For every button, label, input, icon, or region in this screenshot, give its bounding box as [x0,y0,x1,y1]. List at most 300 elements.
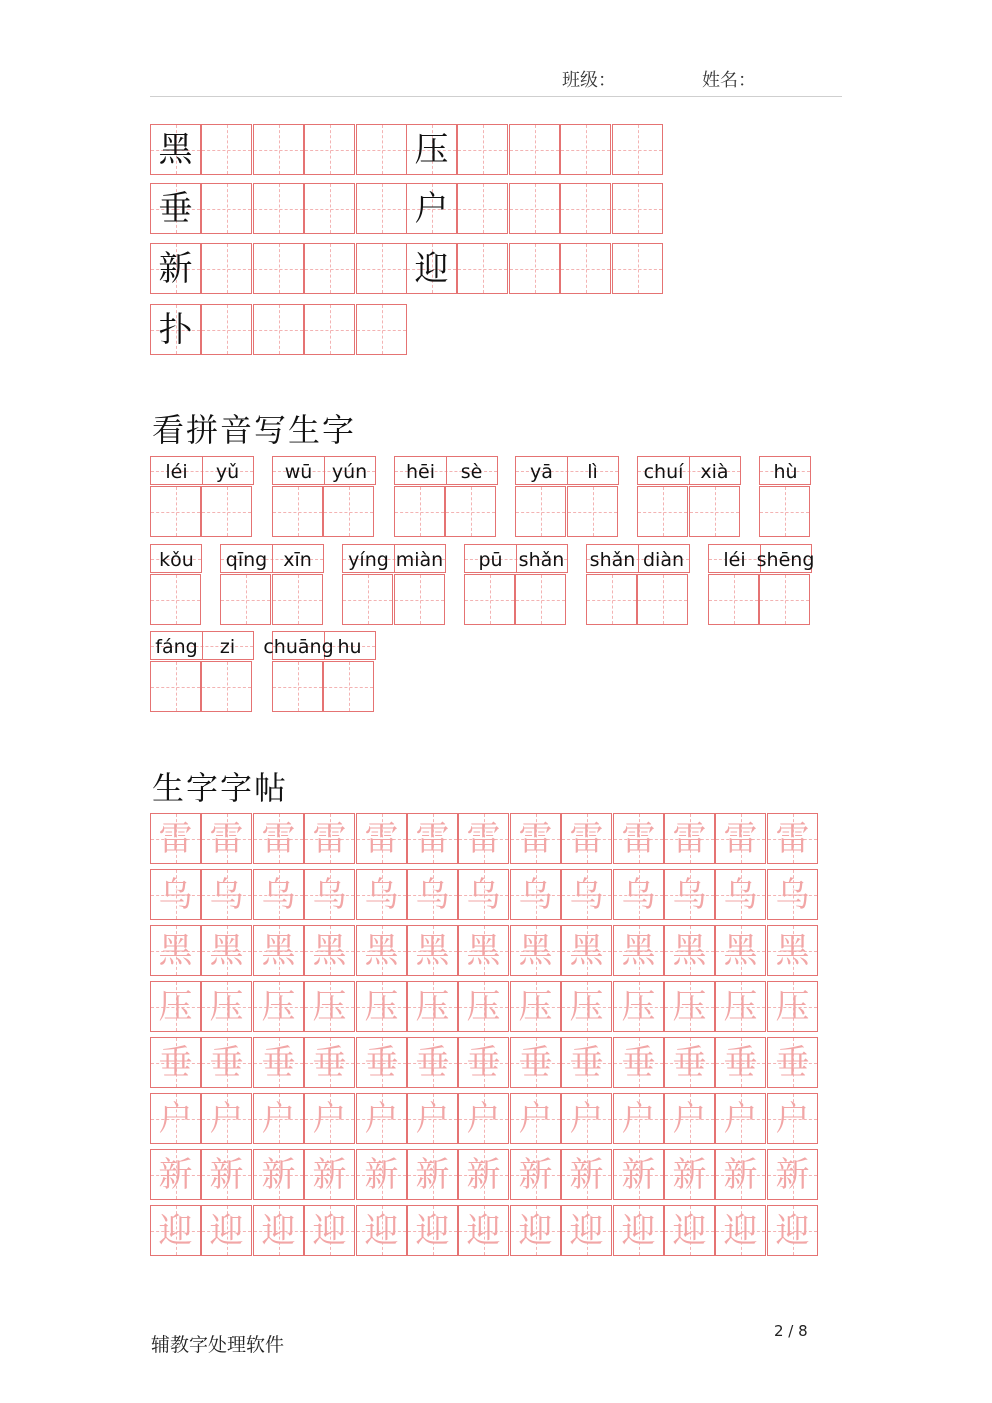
pinyin-strip [586,544,690,573]
pinyin-syllable: diàn [642,548,685,571]
trace-character: 迎 [415,1210,450,1251]
copybook-trace-cell [304,981,355,1032]
pinyin-strip [515,456,619,485]
pinyin-answer-cell [515,574,566,625]
pinyin-syllable: sè [460,460,483,483]
trace-character: 户 [775,1098,810,1139]
trace-character: 新 [364,1154,399,1195]
trace-character: 迎 [621,1210,656,1251]
copybook-trace-cell [561,813,612,864]
copybook-trace-cell [664,925,715,976]
copybook-trace-cell [664,1149,715,1200]
copybook-trace-cell [715,1093,766,1144]
pinyin-syllable: lì [587,460,598,483]
trace-character: 新 [569,1154,604,1195]
trace-character: 压 [209,986,244,1027]
pinyin-syllable: chuí [643,460,684,483]
trace-character: 乌 [261,874,296,915]
pinyin-strip [272,456,376,485]
trace-character: 迎 [723,1210,758,1251]
copybook-trace-cell [767,1205,818,1256]
pinyin-syllable: hu [337,635,362,658]
copybook-trace-cell [664,1205,715,1256]
copybook-trace-cell [664,813,715,864]
trace-character: 垂 [158,1042,193,1083]
copybook-trace-cell [253,1093,304,1144]
copy-row-blank-cell [356,304,407,355]
trace-character: 乌 [723,874,758,915]
trace-character: 迎 [209,1210,244,1251]
pinyin-answer-cell [394,574,445,625]
pinyin-syllable: shǎn [589,548,636,571]
model-character: 压 [414,129,449,170]
pinyin-answer-cell [637,486,688,537]
trace-character: 户 [312,1098,347,1139]
pinyin-syllable: zi [219,635,236,658]
copybook-section-title: 生字字帖 [152,769,289,807]
copybook-trace-cell [304,869,355,920]
trace-character: 迎 [518,1210,553,1251]
trace-character: 乌 [364,874,399,915]
pinyin-answer-cell [394,486,445,537]
copy-row-model-cell [150,304,201,355]
class-label: 班级： [562,70,616,91]
copybook-trace-cell [561,1205,612,1256]
trace-character: 户 [364,1098,399,1139]
pinyin-answer-cell [586,574,637,625]
copy-row-blank-cell [560,183,611,234]
copybook-trace-cell [510,1093,561,1144]
copybook-trace-cell [201,1037,252,1088]
copybook-trace-cell [304,1037,355,1088]
trace-character: 新 [672,1154,707,1195]
pinyin-syllable: léi [723,548,746,571]
trace-character: 户 [723,1098,758,1139]
copy-row-blank-cell [253,304,304,355]
pinyin-strip [637,456,741,485]
copybook-trace-cell [356,981,407,1032]
trace-character: 黑 [518,930,553,971]
trace-character: 压 [466,986,501,1027]
copybook-trace-cell [407,925,458,976]
copy-row-blank-cell [304,243,355,294]
trace-character: 乌 [415,874,450,915]
copybook-trace-cell [356,1205,407,1256]
trace-character: 压 [158,986,193,1027]
pinyin-answer-cell [323,661,374,712]
copybook-trace-cell [356,1149,407,1200]
trace-character: 垂 [261,1042,296,1083]
trace-character: 户 [466,1098,501,1139]
trace-character: 迎 [364,1210,399,1251]
copy-row-model-cell [406,243,457,294]
trace-character: 压 [569,986,604,1027]
trace-character: 雷 [209,818,244,859]
copybook-trace-cell [253,1205,304,1256]
copybook-trace-cell [613,1037,664,1088]
trace-character: 黑 [158,930,193,971]
trace-character: 黑 [466,930,501,971]
copy-row-model-cell [150,243,201,294]
copybook-trace-cell [201,1149,252,1200]
copy-row-blank-cell [509,243,560,294]
trace-character: 迎 [569,1210,604,1251]
pinyin-strip [464,544,568,573]
pinyin-answer-cell [272,661,323,712]
trace-character: 垂 [312,1042,347,1083]
copybook-trace-cell [201,813,252,864]
trace-character: 雷 [261,818,296,859]
pinyin-answer-cell [150,574,201,625]
copybook-trace-cell [253,1149,304,1200]
trace-character: 户 [569,1098,604,1139]
trace-character: 迎 [672,1210,707,1251]
copybook-trace-cell [150,925,201,976]
model-character: 新 [158,248,193,289]
copybook-trace-cell [510,1205,561,1256]
copybook-trace-cell [201,925,252,976]
trace-character: 垂 [466,1042,501,1083]
pinyin-answer-cell [689,486,740,537]
pinyin-answer-cell [272,574,323,625]
trace-character: 黑 [723,930,758,971]
copybook-trace-cell [304,1205,355,1256]
pinyin-answer-cell [464,574,515,625]
trace-character: 乌 [621,874,656,915]
copybook-trace-cell [767,1149,818,1200]
trace-character: 新 [518,1154,553,1195]
pinyin-syllable: fáng [155,635,198,658]
copybook-trace-cell [356,813,407,864]
trace-character: 户 [672,1098,707,1139]
pinyin-answer-cell [759,574,810,625]
copybook-trace-cell [613,1205,664,1256]
pinyin-strip [150,456,254,485]
pinyin-syllable: xīn [283,548,312,571]
header-labels [0,66,992,90]
pinyin-answer-cell [150,486,201,537]
copybook-trace-cell [253,813,304,864]
pinyin-answer-cell [272,486,323,537]
copy-row-blank-cell [201,183,252,234]
pinyin-syllable: yǔ [215,460,240,483]
model-character: 户 [414,188,449,229]
copybook-trace-cell [304,813,355,864]
copybook-trace-cell [458,1149,509,1200]
trace-character: 新 [312,1154,347,1195]
copy-row-blank-cell [304,304,355,355]
copybook-trace-cell [150,869,201,920]
trace-character: 新 [209,1154,244,1195]
trace-character: 黑 [261,930,296,971]
copybook-trace-cell [458,925,509,976]
trace-character: 新 [415,1154,450,1195]
trace-character: 垂 [518,1042,553,1083]
trace-character: 压 [621,986,656,1027]
trace-character: 黑 [775,930,810,971]
pinyin-syllable: xià [700,460,729,483]
trace-character: 雷 [621,818,656,859]
trace-character: 雷 [364,818,399,859]
trace-character: 乌 [466,874,501,915]
pinyin-strip [150,544,202,573]
copybook-trace-cell [613,925,664,976]
trace-character: 迎 [261,1210,296,1251]
trace-character: 迎 [312,1210,347,1251]
trace-character: 黑 [364,930,399,971]
copybook-trace-cell [561,981,612,1032]
trace-character: 乌 [158,874,193,915]
trace-character: 压 [775,986,810,1027]
copybook-trace-cell [613,869,664,920]
header-divider [150,96,842,97]
pinyin-section-title: 看拼音写生字 [152,411,357,449]
pinyin-answer-cell [323,486,374,537]
copybook-trace-cell [561,869,612,920]
copybook-trace-cell [613,981,664,1032]
trace-character: 压 [364,986,399,1027]
pinyin-syllable: miàn [395,548,444,571]
trace-character: 黑 [569,930,604,971]
copybook-trace-cell [510,981,561,1032]
copy-row-blank-cell [356,183,407,234]
copybook-trace-cell [613,1149,664,1200]
copy-row-model-cell [150,124,201,175]
trace-character: 新 [466,1154,501,1195]
name-label: 姓名： [702,70,756,91]
trace-character: 户 [261,1098,296,1139]
pinyin-syllable: hēi [405,460,435,483]
copybook-trace-cell [767,813,818,864]
model-character: 扑 [158,309,193,350]
copybook-trace-cell [356,1037,407,1088]
trace-character: 雷 [569,818,604,859]
pinyin-syllable: chuāng [263,635,334,658]
pinyin-syllable: pū [478,548,503,571]
copybook-trace-cell [150,1037,201,1088]
pinyin-syllable: yún [331,460,368,483]
trace-character: 新 [621,1154,656,1195]
pinyin-answer-cell [445,486,496,537]
trace-character: 黑 [312,930,347,971]
copy-row-blank-cell [560,243,611,294]
copybook-trace-cell [201,1205,252,1256]
pinyin-syllable: léi [165,460,188,483]
trace-character: 黑 [415,930,450,971]
copybook-trace-cell [561,925,612,976]
copybook-trace-cell [150,981,201,1032]
trace-character: 户 [158,1098,193,1139]
trace-character: 压 [518,986,553,1027]
trace-character: 黑 [209,930,244,971]
copybook-trace-cell [664,1037,715,1088]
copybook-trace-cell [201,1093,252,1144]
pinyin-answer-cell [201,486,252,537]
copy-row-blank-cell [612,243,663,294]
pinyin-strip [263,631,376,660]
trace-character: 新 [723,1154,758,1195]
copybook-trace-cell [715,1149,766,1200]
pinyin-answer-cell [201,661,252,712]
copybook-trace-cell [150,1149,201,1200]
copybook-trace-cell [253,1037,304,1088]
copybook-trace-cell [304,1093,355,1144]
copybook-trace-cell [715,1037,766,1088]
copy-row-blank-cell [253,243,304,294]
copybook-trace-cell [664,1093,715,1144]
copybook-trace-cell [458,813,509,864]
pinyin-answer-cell [342,574,393,625]
copybook-trace-cell [510,813,561,864]
trace-character: 雷 [672,818,707,859]
copybook-trace-cell [510,925,561,976]
copybook-trace-cell [150,1205,201,1256]
pinyin-syllable: hù [773,460,798,483]
trace-character: 压 [261,986,296,1027]
copybook-trace-cell [201,869,252,920]
pinyin-syllable: yā [530,460,553,483]
copybook-trace-cell [715,869,766,920]
copy-row-blank-cell [356,243,407,294]
copybook-trace-cell [664,981,715,1032]
trace-character: 户 [209,1098,244,1139]
pinyin-answer-cell [150,661,201,712]
trace-character: 垂 [723,1042,758,1083]
copy-row-blank-cell [253,183,304,234]
pinyin-answer-cell [567,486,618,537]
model-character: 黑 [158,129,193,170]
copybook-trace-cell [356,869,407,920]
pinyin-strip [150,631,254,660]
pinyin-strip [394,456,498,485]
copybook-trace-cell [664,869,715,920]
copybook-trace-cell [407,1093,458,1144]
copybook-trace-cell [715,981,766,1032]
copybook-trace-cell [458,1205,509,1256]
copybook-trace-cell [407,1149,458,1200]
model-character: 迎 [414,248,449,289]
copybook-trace-cell [458,981,509,1032]
trace-character: 垂 [672,1042,707,1083]
model-character: 垂 [158,188,193,229]
copy-row-model-cell [406,183,457,234]
trace-character: 雷 [518,818,553,859]
copybook-trace-cell [715,925,766,976]
trace-character: 新 [261,1154,296,1195]
copybook-trace-cell [767,869,818,920]
trace-character: 雷 [312,818,347,859]
copybook-trace-cell [253,869,304,920]
copybook-trace-cell [613,813,664,864]
copy-row-blank-cell [509,183,560,234]
copy-row-blank-cell [304,124,355,175]
trace-character: 乌 [569,874,604,915]
pinyin-strip [220,544,324,573]
copy-row-blank-cell [560,124,611,175]
copybook-trace-cell [407,869,458,920]
copybook-trace-cell [767,1037,818,1088]
trace-character: 迎 [158,1210,193,1251]
trace-character: 垂 [415,1042,450,1083]
pinyin-syllable: yíng [348,548,389,571]
trace-character: 新 [158,1154,193,1195]
trace-character: 乌 [775,874,810,915]
copybook-trace-cell [561,1037,612,1088]
copybook-trace-cell [407,981,458,1032]
copy-row-blank-cell [201,243,252,294]
copybook-trace-cell [356,1093,407,1144]
trace-character: 雷 [723,818,758,859]
page-number: 2 / 8 [774,1322,808,1340]
pinyin-syllable: qīng [225,548,268,571]
copybook-trace-cell [767,925,818,976]
trace-character: 压 [723,986,758,1027]
copy-row-model-cell [150,183,201,234]
trace-character: 雷 [415,818,450,859]
pinyin-answer-cell [708,574,759,625]
copybook-trace-cell [407,1037,458,1088]
copybook-trace-cell [201,981,252,1032]
copybook-trace-cell [253,925,304,976]
trace-character: 户 [518,1098,553,1139]
copybook-trace-cell [561,1093,612,1144]
copybook-trace-cell [253,981,304,1032]
pinyin-answer-cell [759,486,810,537]
copybook-trace-cell [510,1149,561,1200]
pinyin-answer-cell [220,574,271,625]
copy-row-blank-cell [304,183,355,234]
trace-character: 迎 [466,1210,501,1251]
trace-character: 压 [415,986,450,1027]
copy-row-blank-cell [509,124,560,175]
copybook-trace-cell [304,1149,355,1200]
copy-row-blank-cell [356,124,407,175]
copybook-trace-cell [715,813,766,864]
copybook-trace-cell [150,1093,201,1144]
footer-software-name: 辅教字处理软件 [151,1334,285,1356]
copy-row-blank-cell [612,183,663,234]
trace-character: 黑 [621,930,656,971]
trace-character: 垂 [569,1042,604,1083]
trace-character: 压 [312,986,347,1027]
trace-character: 雷 [466,818,501,859]
pinyin-syllable: kǒu [159,548,194,571]
copy-row-blank-cell [457,243,508,294]
copy-row-model-cell [406,124,457,175]
trace-character: 黑 [672,930,707,971]
trace-character: 乌 [518,874,553,915]
trace-character: 压 [672,986,707,1027]
copybook-trace-cell [150,813,201,864]
copybook-trace-cell [561,1149,612,1200]
copy-row-blank-cell [253,124,304,175]
copy-row-blank-cell [457,183,508,234]
trace-character: 乌 [672,874,707,915]
copybook-trace-cell [510,1037,561,1088]
copybook-trace-cell [304,925,355,976]
copybook-trace-cell [767,981,818,1032]
pinyin-strip [759,456,811,485]
copybook-trace-cell [407,1205,458,1256]
trace-character: 垂 [621,1042,656,1083]
pinyin-syllable: wū [284,460,313,483]
copybook-trace-cell [510,869,561,920]
copy-row-blank-cell [201,124,252,175]
trace-character: 乌 [312,874,347,915]
pinyin-syllable: shǎn [518,548,565,571]
pinyin-strip [708,544,815,573]
pinyin-syllable: shēng [756,548,815,571]
